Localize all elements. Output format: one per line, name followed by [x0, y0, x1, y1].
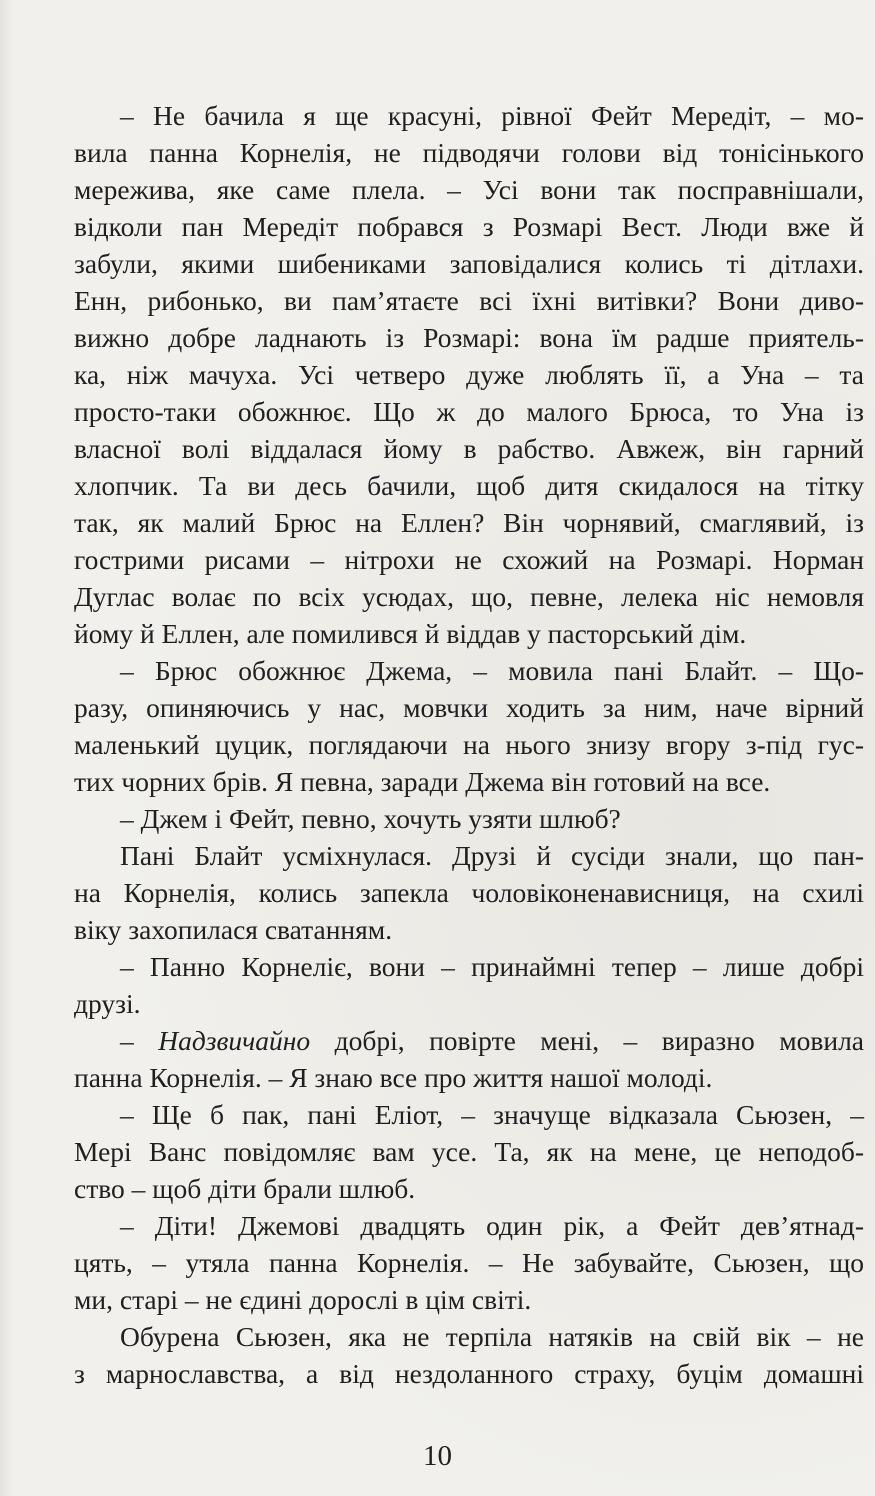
text-line: – Брюс обожнює Джема, – мовила пані Блайт. – Що- [120, 655, 864, 686]
text-line: Обурена Сьюзен, яка не терпіла натяків на свій вік – не [120, 1321, 864, 1352]
text-line: власної волі віддалася йому в рабство. Авжеж, він гарний [74, 433, 864, 464]
text-line: вижно добре ладнають із Розмарі: вона їм радше приятель- [74, 322, 864, 353]
text-line: – Панно Корнеліє, вони – принаймні тепер – лише добрі [120, 951, 864, 982]
text-line: – Ще б пак, пані Еліот, – значуще відказала Сьюзен, – [120, 1099, 864, 1130]
text-line: – Джем і Фейт, певно, хочуть узяти шлюб? [120, 803, 621, 834]
text-line: друзі. [74, 988, 141, 1019]
line-prefix: – [120, 1025, 159, 1056]
text-line-rich [74, 1022, 864, 1059]
text-line: тих чорних брів. Я певна, заради Джема він готовий на все. [74, 766, 771, 797]
text-line: панна Корнелія. – Я знаю все про життя нашої молоді. [74, 1062, 713, 1093]
text-line: ми, старі – не єдині дорослі в цім світі. [74, 1284, 532, 1315]
emphasized-word: Надзвичайно [158, 1025, 311, 1056]
text-line: Пані Блайт усміхнулася. Друзі й сусіди знали, що пан- [120, 840, 864, 871]
body-text [74, 97, 864, 1392]
text-line: мережива, яке саме плела. – Усі вони так посправнішали, [74, 174, 864, 205]
text-line: так, як малий Брюс на Еллен? Він чорнявий, смаглявий, із [74, 507, 864, 538]
text-line: просто-таки обожнює. Що ж до малого Брюса, то Уна із [74, 396, 864, 427]
text-line: хлопчик. Та ви десь бачили, щоб дитя скидалося на тітку [74, 470, 864, 501]
text-line: – Діти! Джемові двадцять один рік, а Фейт дев’ятнад- [120, 1210, 864, 1241]
text-line: – Не бачила я ще красуні, рівної Фейт Мередіт, – мо- [120, 100, 864, 131]
text-line: віку захопилася сватанням. [74, 914, 393, 945]
text-line: гострими рисами – нітрохи не схожий на Розмарі. Норман [74, 544, 864, 575]
text-line: разу, опиняючись у нас, мовчки ходить за ним, наче вірний [74, 692, 864, 723]
line-rest: добрі, повірте мені, – виразно мовила [310, 1025, 865, 1056]
text-line: йому й Еллен, але помилився й віддав у пасторський дім. [74, 618, 747, 649]
text-line: відколи пан Мередіт побрався з Розмарі Вест. Люди вже й [74, 211, 864, 242]
text-line: з марнославства, а від нездоланного страху, буцім домашні [74, 1358, 864, 1389]
text-line: забули, якими шибениками заповідалися колись ті дітлахи. [74, 248, 864, 279]
text-line: ка, ніж мачуха. Усі четверо дуже люблять її, а Уна – та [74, 359, 864, 390]
text-line: Дуглас волає по всіх усюдах, що, певне, лелека ніс немовля [74, 581, 864, 612]
text-line: Енн, рибонько, ви пам’ятаєте всі їхні витівки? Вони диво- [74, 285, 864, 316]
text-line: маленький цуцик, поглядаючи на нього знизу вгору з-під гус- [74, 729, 864, 760]
text-line: цять, – утяла панна Корнелія. – Не забувайте, Сьюзен, що [74, 1247, 864, 1278]
text-line: ство – щоб діти брали шлюб. [74, 1173, 416, 1204]
text-line: вила панна Корнелія, не підводячи голови від тонісінького [74, 137, 864, 168]
page-number: 10 [423, 1440, 452, 1472]
text-line: на Корнелія, колись запекла чоловіконенависниця, на схилі [74, 877, 864, 908]
text-line: Мері Ванс повідомляє вам усе. Та, як на мене, це неподоб- [74, 1136, 864, 1167]
